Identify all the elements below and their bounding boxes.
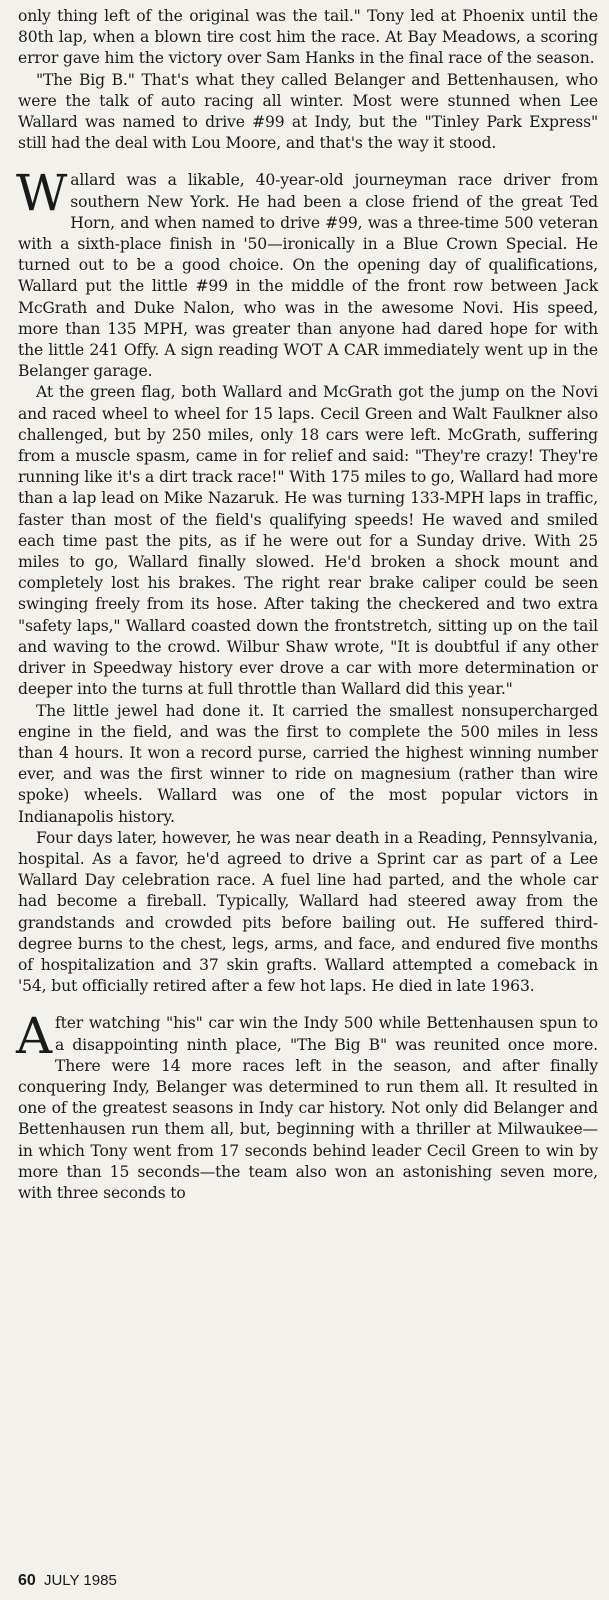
page-footer (18, 1572, 117, 1590)
paragraph-1: only thing left of the original was the tail." Tony led at Phoenix until the 80th lap, when a blown tire cost him the race. At Bay Meadows, a scoring error gave him the victory over Sam Hanks in the final race of the season. (18, 7, 598, 68)
paragraph-6: Four days later, however, he was near death in a Reading, Pennsylvania, hospital. As a favor, he'd agreed to drive a Sprint car as part of a Lee Wallard Day celebration race. A fuel line had parted, and the whole car had become a fireball. Typically, Wallard had steered away from the grandstands and crowded pits before bailing out. He suffered third-degree burns to the chest, legs, arms, and face, and endured five months of hospitalization and 37 skin grafts. Wallard attempted a comeback in '54, but officially retired after a few hot laps. He died in late 1963. (18, 828, 598, 996)
paragraph-7 (16, 1007, 598, 1204)
paragraph-4: At the green flag, both Wallard and McGrath got the jump on the Novi and raced wheel to wheel for 15 laps. Cecil Green and Walt Faulkner also challenged, but by 250 miles, only 18 cars were left. McGrath, suffering from a muscle spasm, came in for relief and said: "They're crazy! They're running like it's a dirt track race!" With 175 miles to go, Wallard had more than a lap lead on Mike Nazaruk. He was turning 133-MPH laps in traffic, faster than most of the field's qualifying speeds! He waved and smiled each time past the pits, as if he were out for a Sunday drive. With 25 miles to go, Wallard finally slowed. He'd broken a shock mount and completely lost his brakes. The right rear brake caliper could be seen swinging freely from its hose. After taking the checkered and two extra "safety laps," Wallard coasted down the frontstretch, sitting up on the tail and waving to the crowd. Wilbur Shaw wrote, "It is doubtful if any other driver in Speedway history ever drove a car with more determination or deeper into the turns at full throttle than Wallard did this year." (18, 383, 598, 699)
paragraph-5: The little jewel had done it. It carried the smallest nonsupercharged engine in the field, and was the first to complete the 500 miles in less than 4 hours. It won a record purse, carried the highest winning number ever, and was the first winner to ride on magnesium (rather than wire spoke) wheels. Wallard was one of the most popular victors in Indianapolis history. (18, 701, 598, 826)
page-number: 60 (18, 1572, 36, 1589)
paragraph-3 (16, 164, 598, 382)
drop-cap: A (16, 1007, 52, 1066)
issue-date: JULY 1985 (43, 1572, 117, 1589)
paragraph-3-text: allard was a likable, 40-year-old journeyman race driver from southern New York. He had been a close friend of the great Ted Horn, and when named to drive #99, was a three-time 500 veteran with a sixth-place finish in '50—ironically in a Blue Crown Special. He turned out to be a good choice. On the opening day of qualifications, Wallard put the little #99 in the middle of the front row between Jack McGrath and Duke Nalon, who was in the awesome Novi. His speed, more than 135 MPH, was greater than anyone had dared hope for with the little 241 Offy. A sign reading WOT A CAR immediately went up in the Belanger garage. (18, 171, 598, 381)
paragraph-7-text: fter watching "his" car win the Indy 500 while Bettenhausen spun to a disappointing ninth place, "The Big B" was reunited once more. There were 14 more races left in the season, and after finally conquering Indy, Belanger was determined to run them all. It resulted in one of the greatest seasons in Indy car history. Not only did Belanger and Bettenhausen run them all, but, beginning with a thriller at Milwaukee—in which Tony went from 17 seconds behind leader Cecil Green to win by more than 15 seconds—the team also won an astonishing seven more, with three seconds to (18, 1014, 598, 1202)
paragraph-2: "The Big B." That's what they called Belanger and Bettenhausen, who were the talk of auto racing all winter. Most were stunned when Lee Wallard was named to drive #99 at Indy, but the "Tinley Park Express" still had the deal with Lou Moore, and that's the way it stood. (18, 70, 598, 153)
drop-cap: W (16, 164, 68, 223)
article-body (18, 6, 598, 1204)
